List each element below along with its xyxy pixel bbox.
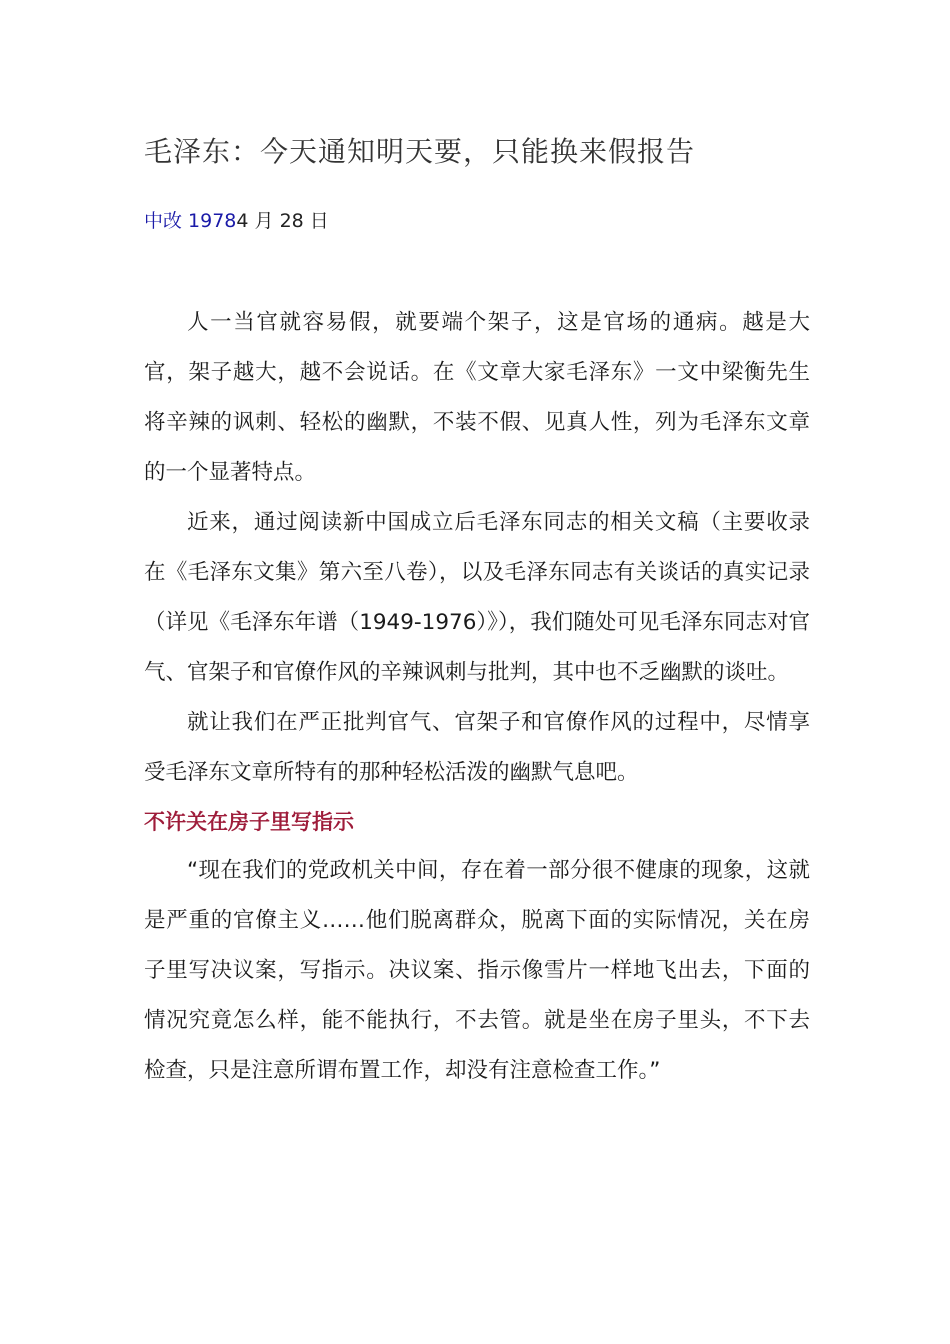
publish-date: 4 月 28 日 — [236, 210, 329, 232]
paragraph-1: 人一当官就容易假，就要端个架子，这是官场的通病。越是大官，架子越大，越不会说话。在《文章大家毛泽东》一文中梁衡先生将辛辣的讽刺、轻松的幽默，不装不假、见真人性，列为毛泽东文章的一个显著特点。 — [144, 310, 810, 485]
section-heading: 不许关在房子里写指示 — [144, 810, 354, 834]
paragraph-3: 就让我们在严正批判官气、官架子和官僚作风的过程中，尽情享受毛泽东文章所特有的那种轻松活泼的幽默气息吧。 — [144, 710, 810, 785]
article-body — [144, 298, 810, 1096]
article-meta — [144, 206, 329, 233]
paragraph-2: 近来，通过阅读新中国成立后毛泽东同志的相关文稿（主要收录在《毛泽东文集》第六至八卷），以及毛泽东同志有关谈话的真实记录（详见《毛泽东年谱（1949-1976）》），我们随处可见毛泽东同志对官气、官架子和官僚作风的辛辣讽刺与批判，其中也不乏幽默的谈吐。 — [144, 510, 810, 685]
source-link[interactable]: 中改 1978 — [144, 210, 237, 232]
article-title: 毛泽东：今天通知明天要，只能换来假报告 — [144, 135, 696, 168]
quote-paragraph: “现在我们的党政机关中间，存在着一部分很不健康的现象，这就是严重的官僚主义……他们脱离群众，脱离下面的实际情况，关在房子里写决议案，写指示。决议案、指示像雪片一样地飞出去，下面的情况究竟怎么样，能不能执行，不去管。就是坐在房子里头，不下去检查，只是注意所谓布置工作，却没有注意检查工作。” — [144, 858, 810, 1083]
